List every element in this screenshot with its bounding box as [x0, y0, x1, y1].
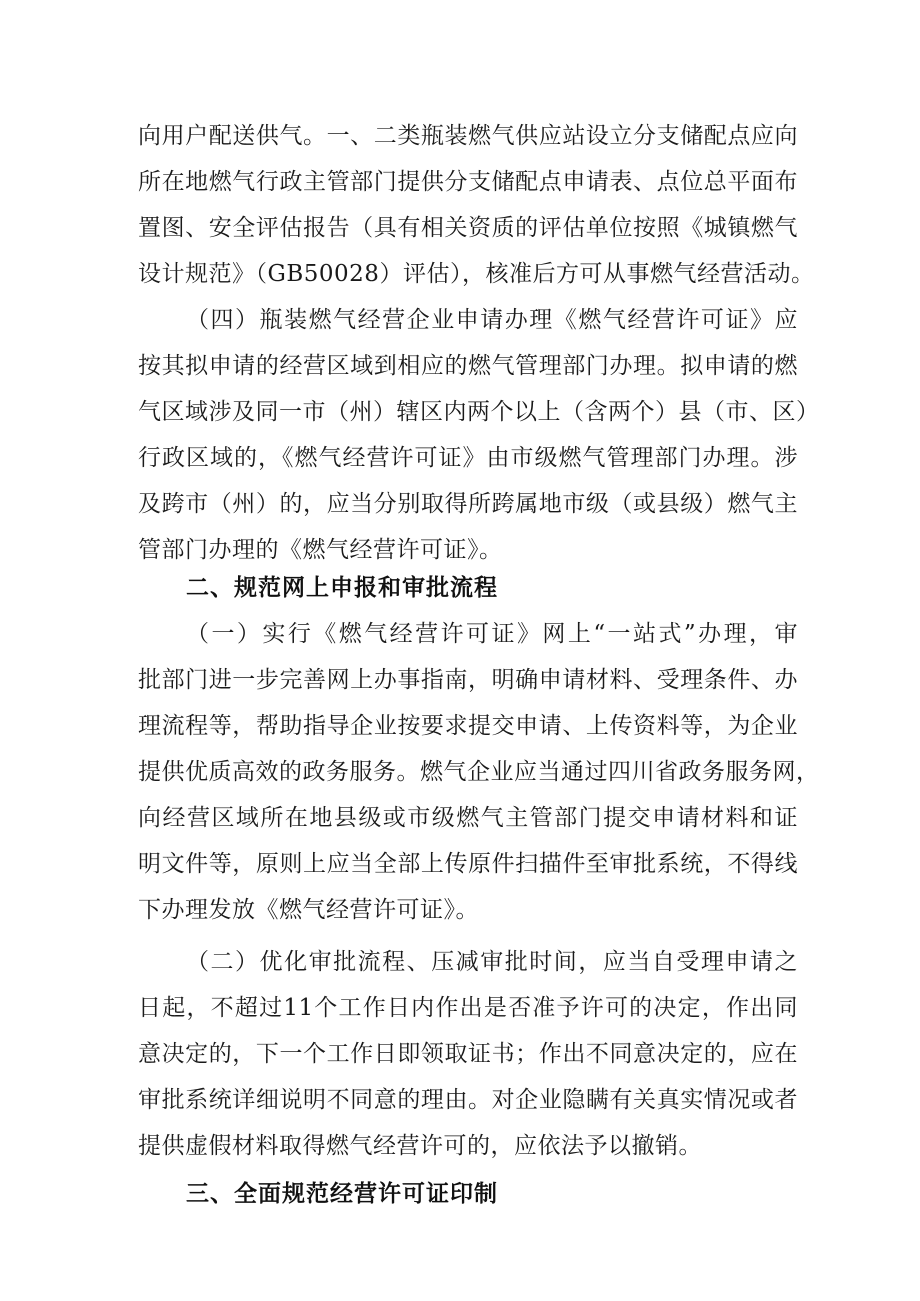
section-heading: 三、全面规范经营许可证印制 — [186, 1181, 498, 1207]
text-line: 管部门办理的《燃气经营许可证》。 — [138, 537, 503, 563]
text-line: 理流程等，帮助指导企业按要求提交申请、上传资料等，为企业 — [138, 713, 798, 739]
text-line: 设计规范》（GB50028）评估），核准后方可从事燃气经营活动。 — [138, 261, 815, 287]
text-line: 及跨市（州）的，应当分别取得所跨属地市级（或县级）燃气主 — [138, 491, 798, 517]
section-heading: 二、规范网上申报和审批流程 — [186, 575, 498, 601]
paragraph-first-line: （四）瓶装燃气经营企业申请办理《燃气经营许可证》应 — [186, 307, 798, 333]
text-line: 置图、安全评估报告（具有相关资质的评估单位按照《城镇燃气 — [138, 215, 798, 241]
text-line: 日起，不超过11个工作日内作出是否准予许可的决定，作出同 — [138, 995, 798, 1021]
text-line: 按其拟申请的经营区域到相应的燃气管理部门办理。拟申请的燃 — [138, 353, 798, 379]
text-line: 提供虚假材料取得燃气经营许可的，应依法予以撤销。 — [138, 1133, 702, 1159]
paragraph-first-line: （二）优化审批流程、压减审批时间，应当自受理申请之 — [186, 949, 798, 975]
text-line: 行政区域的，《燃气经营许可证》由市级燃气管理部门办理。涉 — [138, 445, 798, 471]
text-line: 意决定的，下一个工作日即领取证书；作出不同意决定的，应在 — [138, 1041, 798, 1067]
text-line: 批部门进一步完善网上办事指南，明确申请材料、受理条件、办 — [138, 667, 798, 693]
text-line: 向用户配送供气。一、二类瓶装燃气供应站设立分支储配点应向 — [138, 123, 798, 149]
text-line: 提供优质高效的政务服务。燃气企业应当通过四川省政务服务网， — [138, 759, 820, 785]
text-line: 明文件等，原则上应当全部上传原件扫描件至审批系统，不得线 — [138, 851, 798, 877]
paragraph-first-line: （一）实行《燃气经营许可证》网上“一站式”办理，审 — [186, 621, 798, 647]
text-line: 气区域涉及同一市（州）辖区内两个以上（含两个）县（市、区） — [138, 399, 820, 425]
text-line: 所在地燃气行政主管部门提供分支储配点申请表、点位总平面布 — [138, 169, 798, 195]
text-line: 审批系统详细说明不同意的理由。对企业隐瞒有关真实情况或者 — [138, 1087, 798, 1113]
text-line: 下办理发放《燃气经营许可证》。 — [138, 897, 479, 923]
text-line: 向经营区域所在地县级或市级燃气主管部门提交申请材料和证 — [138, 805, 798, 831]
